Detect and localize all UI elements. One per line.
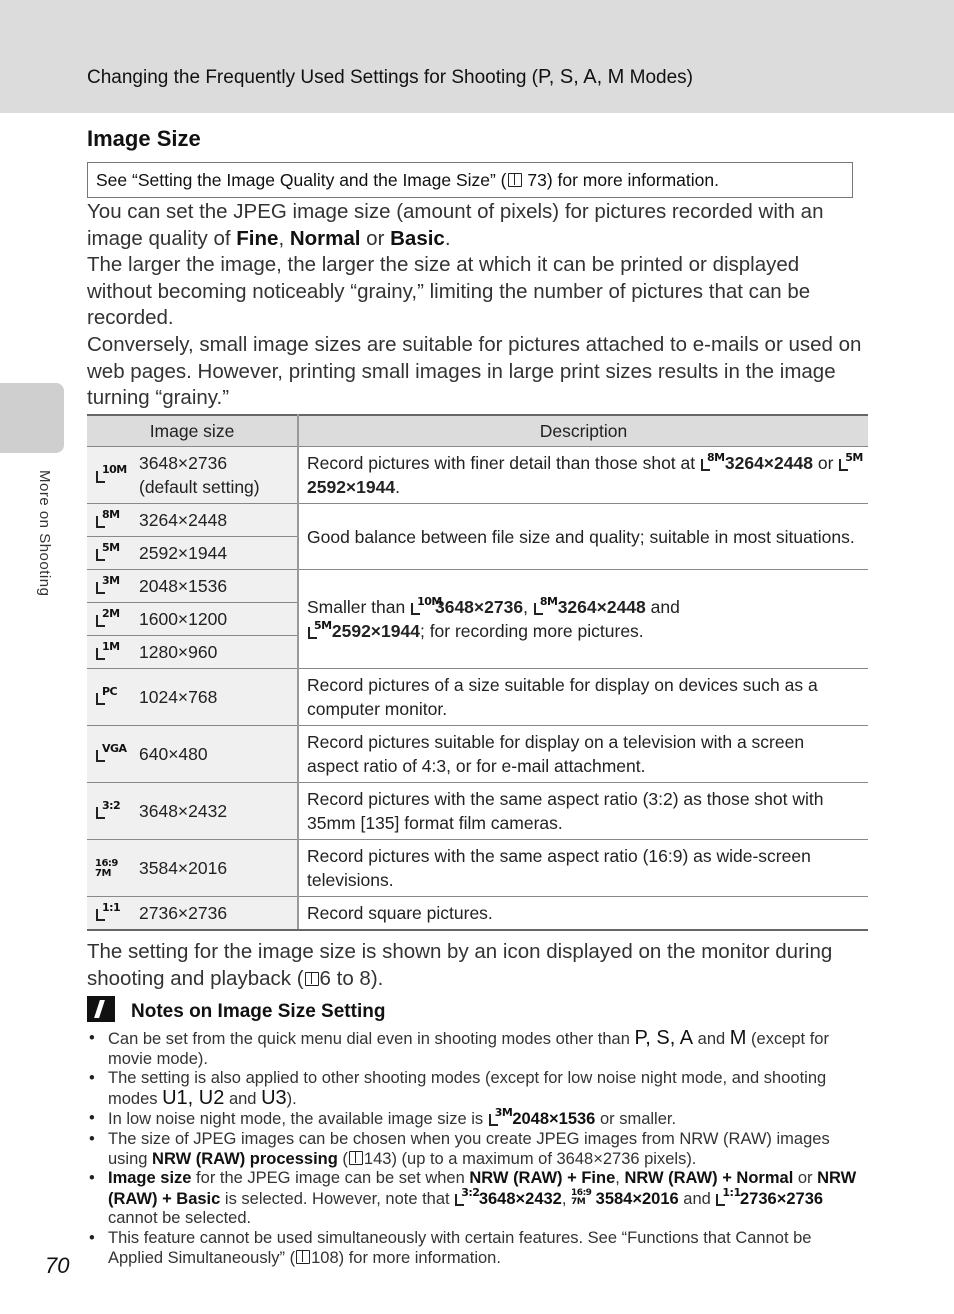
table-row [87, 726, 868, 783]
image-size-pc-icon: PC [95, 688, 115, 706]
image-size-vga-icon: VGA [95, 745, 115, 763]
intro-paragraph-3: Conversely, small image sizes are suitable for pictures attached to e-mails or used on web pages. However, printing small images in large print sizes results in the image turning “grainy.” [87, 332, 862, 410]
image-size-5m-icon: 5M [95, 544, 115, 562]
size-value: 2592×1944 [121, 537, 298, 570]
table-row [87, 447, 868, 504]
image-size-16-9-icon: 16:9 7M [95, 858, 118, 879]
size-value: 640×480 [121, 726, 298, 783]
image-size-3m-icon: 3M [488, 1109, 508, 1127]
table-row [87, 504, 868, 537]
pencil-note-icon [87, 996, 115, 1022]
image-size-8m-icon: 8M [95, 511, 115, 529]
size-value: 1024×768 [121, 669, 298, 726]
image-size-8m-icon: 8M [533, 598, 553, 616]
image-size-10m-icon: 10M [95, 466, 115, 484]
list-item: • In low noise night mode, the available image size is 3M 2048×1536 or smaller. [87, 1109, 867, 1130]
table-row [87, 570, 868, 603]
page-header: Changing the Frequently Used Settings for Shooting (P, S, A, M Modes) [87, 66, 693, 88]
chapter-label: More on Shooting [36, 470, 53, 597]
list-item: • This feature cannot be used simultaneously with certain features. See “Functions that Cannot be Applied Simultaneously” ( 108) for more information. [87, 1229, 867, 1268]
table-header-row [87, 415, 868, 447]
image-size-3-2-icon: 3:2 [454, 1189, 474, 1207]
size-value: 2048×1536 [121, 570, 298, 603]
image-size-1-1-icon: 1:1 [715, 1189, 735, 1207]
size-note: (default setting) [139, 477, 260, 497]
image-size-1m-icon: 1M [95, 643, 115, 661]
description-cell: Good balance between file size and quality; suitable in most situations. [298, 504, 868, 570]
book-ref-icon [349, 1151, 363, 1165]
table-row [87, 783, 868, 840]
intro-text [87, 199, 867, 412]
description-cell: Record pictures with the same aspect ratio (3:2) as those shot with 35mm [135] format film cameras. [298, 783, 868, 840]
intro-paragraph-1: You can set the JPEG image size (amount of pixels) for pictures recorded with an image quality of Fine, Normal or Basic. [87, 200, 824, 250]
list-item: • Can be set from the quick menu dial even in shooting modes other than P, S, A and M (except for movie mode). [87, 1029, 867, 1069]
page-number: 70 [45, 1253, 70, 1278]
image-size-10m-icon: 10M [410, 598, 430, 616]
image-size-5m-icon: 5M [307, 622, 327, 640]
description-cell: Record square pictures. [298, 897, 868, 930]
list-item: • The size of JPEG images can be chosen when you create JPEG images from NRW (RAW) images using NRW (RAW) processing ( 143) (up to a maximum of 3648×2736 pixels). [87, 1130, 867, 1169]
image-size-3m-icon: 3M [95, 577, 115, 595]
image-size-8m-icon: 8M [700, 454, 720, 472]
size-value: 1280×960 [121, 636, 298, 669]
book-ref-icon [305, 972, 319, 986]
table-row [87, 669, 868, 726]
size-value: 3648×2432 [121, 783, 298, 840]
size-value: 2736×2736 [121, 897, 298, 930]
description-cell: Record pictures with finer detail than those shot at 8M 3264×2448 or 5M 2592×1944. [298, 447, 868, 504]
description-cell: Record pictures of a size suitable for display on devices such as a computer monitor. [298, 669, 868, 726]
description-cell: Record pictures suitable for display on a television with a screen aspect ratio of 4:3, or for e-mail attachment. [298, 726, 868, 783]
section-title: Image Size [87, 126, 201, 151]
size-value: 3648×2736 [139, 453, 228, 473]
list-item: • Image size for the JPEG image can be set when NRW (RAW) + Fine, NRW (RAW) + Normal or NRW (RAW) + Basic is selected. However, note that 3:2 3648×2432, 16:9 7M 3584×2016 and 1:1 2736×2736 cannot be selected. [87, 1169, 867, 1229]
column-header-size: Image size [87, 415, 298, 447]
table-row [87, 897, 868, 930]
notes-list [87, 1029, 867, 1268]
intro-paragraph-2: The larger the image, the larger the size at which it can be printed or displayed without becoming noticeably “grainy,” limiting the number of pictures that can be recorded. [87, 253, 811, 330]
list-item: • The setting is also applied to other shooting modes (except for low noise night mode, and shooting modes U1, U2 and U3). [87, 1069, 867, 1109]
footnote-text: The setting for the image size is shown by an icon displayed on the monitor during shooting and playback ( 6 to 8). [87, 940, 833, 990]
image-size-5m-icon: 5M [838, 454, 858, 472]
chapter-tab [0, 383, 64, 453]
size-value: 1600×1200 [121, 603, 298, 636]
image-size-1-1-icon: 1:1 [95, 904, 115, 922]
book-ref-icon [508, 173, 522, 187]
image-size-2m-icon: 2M [95, 610, 115, 628]
table-row [87, 840, 868, 897]
size-value: 3584×2016 [121, 840, 298, 897]
description-cell: Record pictures with the same aspect ratio (16:9) as wide-screen televisions. [298, 840, 868, 897]
description-cell: Smaller than 10M 3648×2736, 8M 3264×2448 and 5M 2592×1944; for recording more pictures. [298, 570, 868, 669]
book-ref-icon [296, 1250, 310, 1264]
reference-box: See “Setting the Image Quality and the Image Size” ( 73) for more information. [87, 162, 853, 198]
image-size-16-9-icon: 16:9 7M [571, 1187, 592, 1207]
image-size-3-2-icon: 3:2 [95, 802, 115, 820]
column-header-description: Description [298, 415, 868, 447]
image-size-table [87, 414, 868, 931]
header-band [0, 0, 954, 113]
size-value: 3264×2448 [121, 504, 298, 537]
notes-title: Notes on Image Size Setting [131, 1001, 386, 1022]
